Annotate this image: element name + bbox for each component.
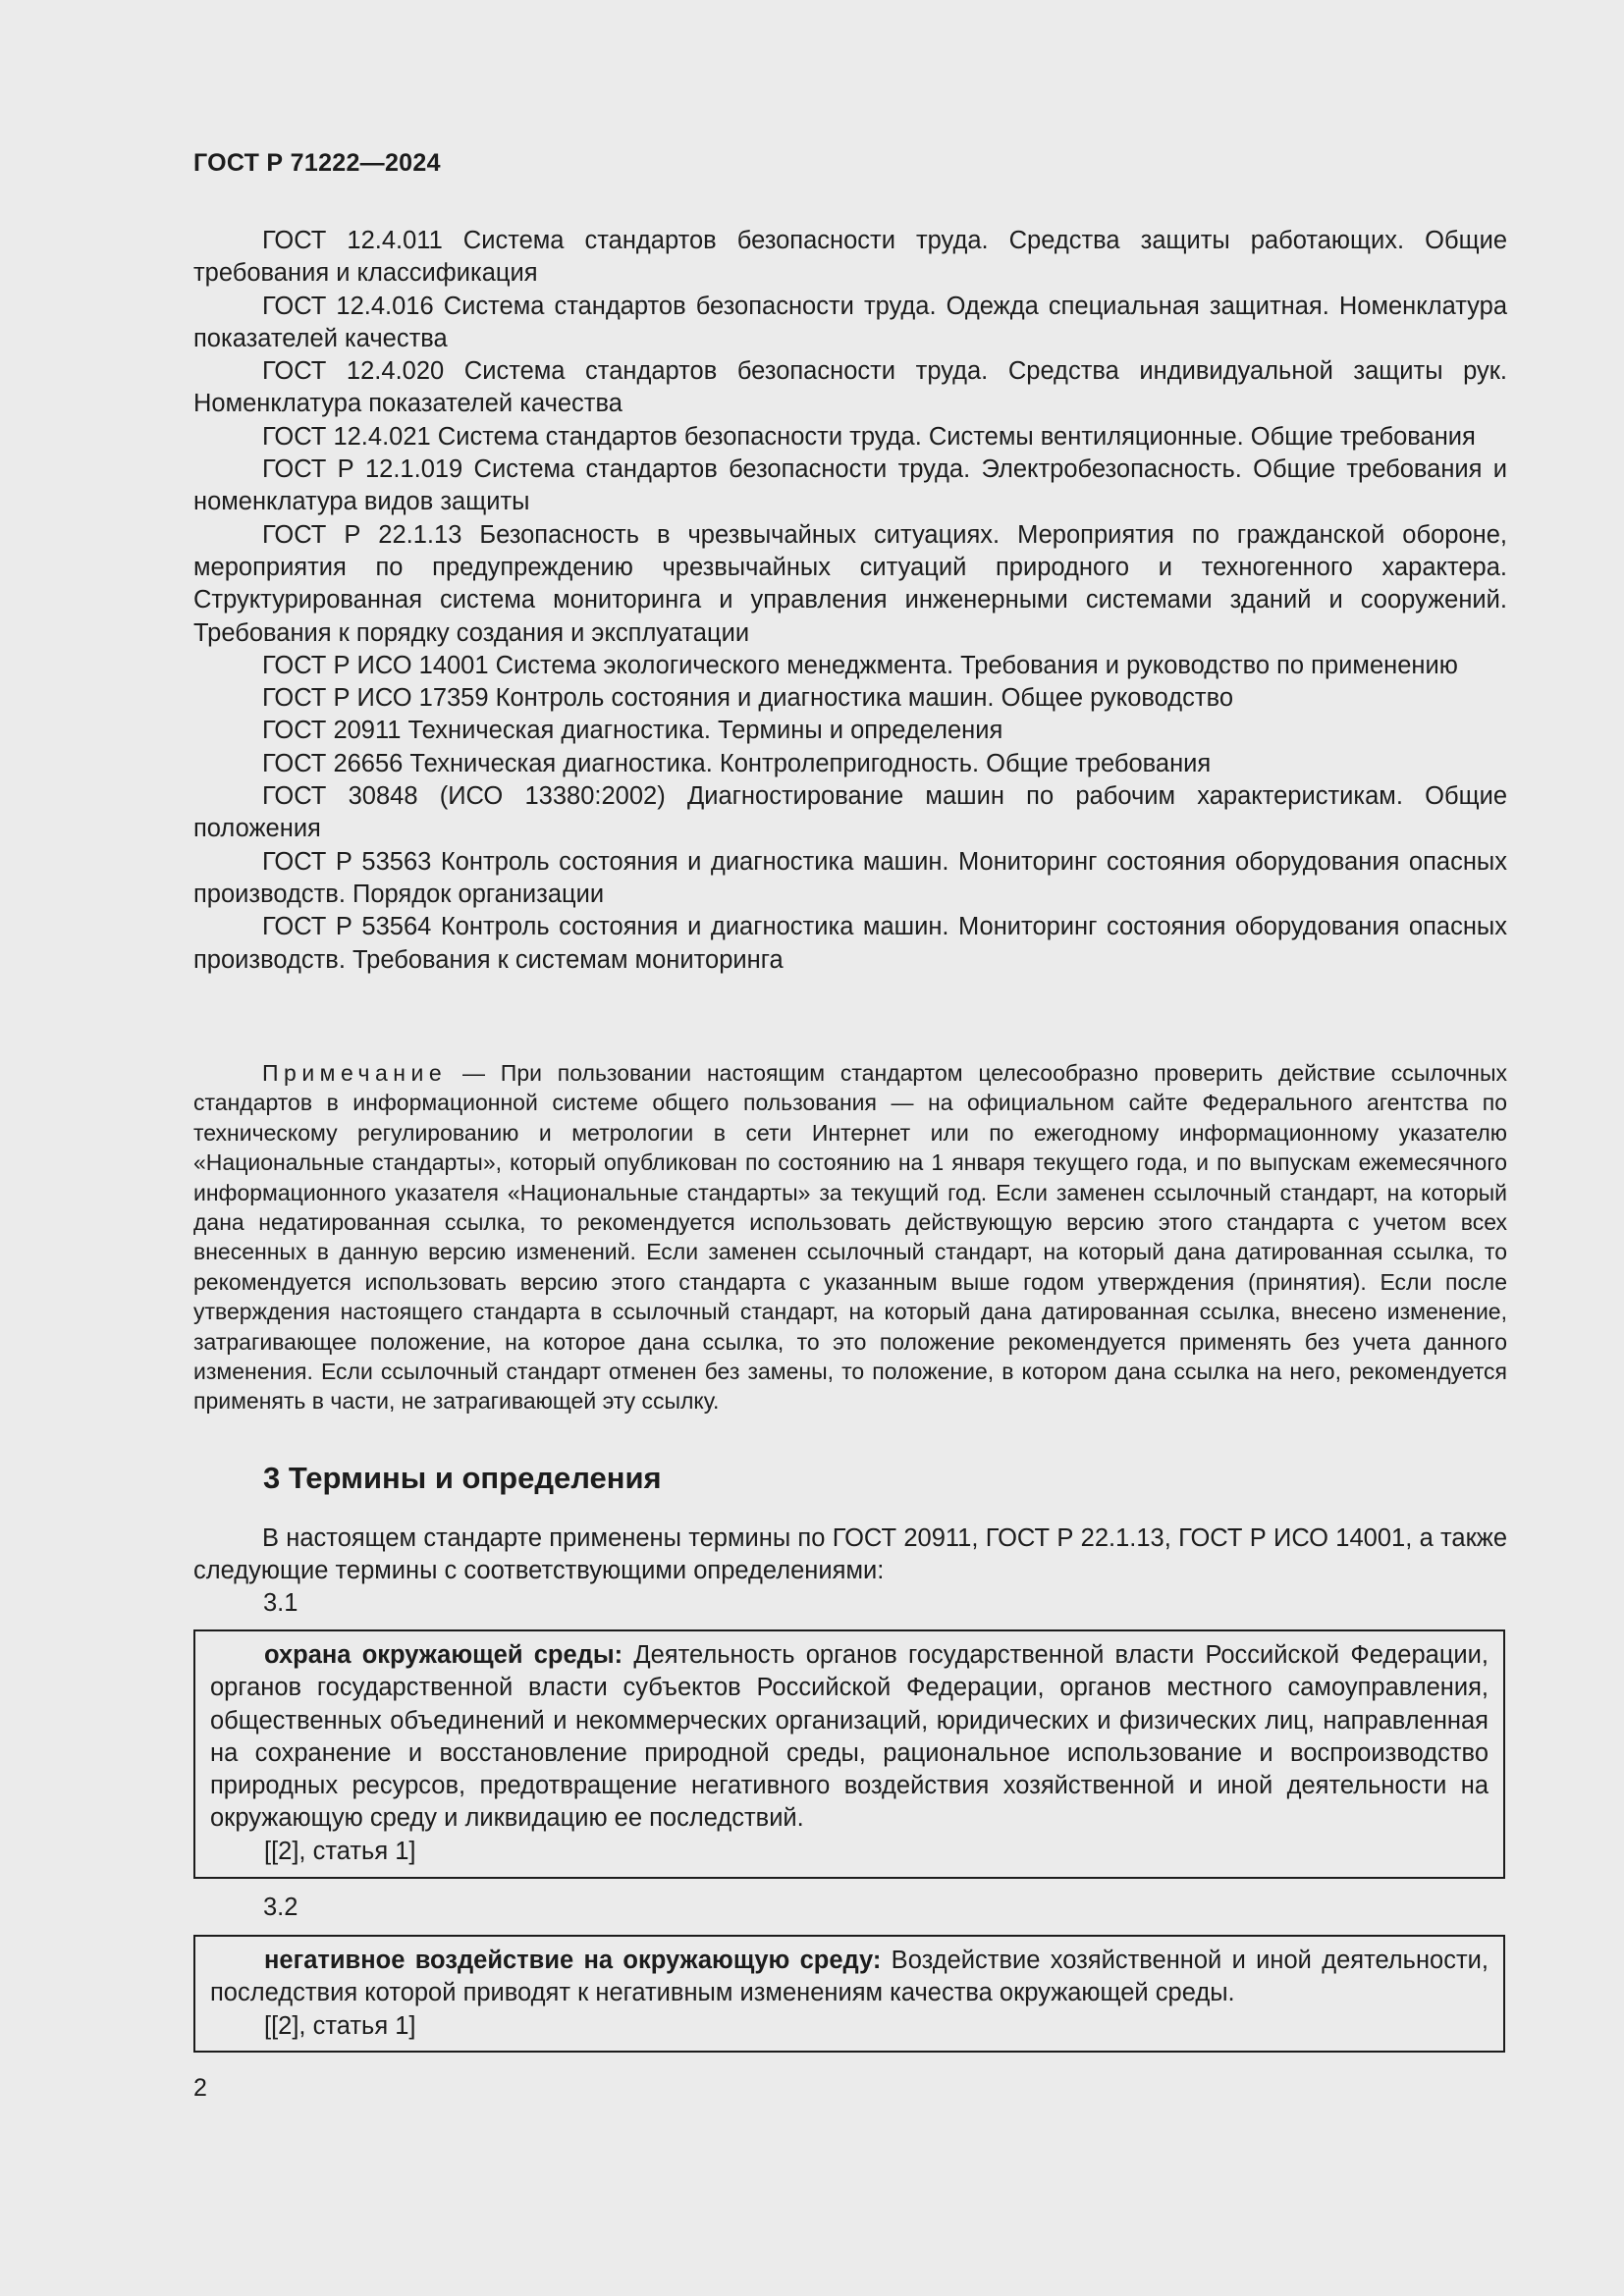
term-definition-box	[193, 1935, 1505, 2053]
section-heading: 3 Термины и определения	[263, 1461, 662, 1495]
page-number: 2	[193, 2074, 207, 2102]
term-definition	[210, 1945, 1489, 2010]
reference-item: ГОСТ Р ИСО 14001 Система экологического менеджмента. Требования и руководство по применению	[262, 651, 1458, 679]
reference-item: ГОСТ Р 53564 Контроль состояния и диагностика машин. Мониторинг состояния оборудования опасных производств. Требования к системам мониторинга	[193, 913, 1507, 974]
term-name: охрана окружающей среды:	[264, 1641, 623, 1669]
term-definition-text: Деятельность органов государственной власти Российской Федерации, органов государственной власти субъектов Российской Федерации, органов местного самоуправления, общественных объединений и некоммерческих организаций, юридических и физических лиц, направленная на сохранение и восстановление природной среды, рациональное использование и воспроизводство природных ресурсов, предотвращение негативного воздействия хозяйственной и иной деятельности на окружающую среду и ликвидацию ее последствий.	[210, 1641, 1489, 1833]
reference-item: ГОСТ 12.4.016 Система стандартов безопасности труда. Одежда специальная защитная. Номенклатура показателей качества	[193, 292, 1507, 352]
reference-item: ГОСТ Р 53563 Контроль состояния и диагностика машин. Мониторинг состояния оборудования опасных производств. Порядок организации	[193, 847, 1507, 908]
term-definition	[210, 1639, 1489, 1836]
reference-item: ГОСТ 12.4.020 Система стандартов безопасности труда. Средства индивидуальной защиты рук. Номенклатура показателей качества	[193, 357, 1507, 418]
reference-item: ГОСТ 26656 Техническая диагностика. Контролепригодность. Общие требования	[262, 749, 1212, 777]
term-definition-text: Воздействие хозяйственной и иной деятельности, последствия которой приводят к негативным изменениям качества окружающей среды.	[210, 1947, 1489, 2007]
reference-item: ГОСТ Р 12.1.019 Система стандартов безопасности труда. Электробезопасность. Общие требования и номенклатура видов защиты	[193, 455, 1507, 516]
term-source: [[2], статья 1]	[264, 1837, 416, 1865]
section-intro: В настоящем стандарте применены термины по ГОСТ 20911, ГОСТ Р 22.1.13, ГОСТ Р ИСО 14001, а также следующие термины с соответствующими определениями:	[193, 1524, 1507, 1585]
reference-item: ГОСТ 12.4.011 Система стандартов безопасности труда. Средства защиты работающих. Общие требования и классификация	[193, 227, 1507, 288]
note-label: Примечание	[262, 1060, 448, 1086]
reference-item: ГОСТ 20911 Техническая диагностика. Термины и определения	[262, 717, 1003, 745]
normative-references-list	[193, 225, 1507, 977]
note-text: — При пользовании настоящим стандартом целесообразно проверить действие ссылочных стандартов в информационной системе общего пользования — на официальном сайте Федерального агентства по техническому регулированию и метрологии в сети Интернет или по ежегодному информационному указателю «Национальные стандарты», который опубликован по состоянию на 1 января текущего года, и по выпускам ежемесячного информационного указателя «Национальные стандарты» за текущий год. Если заменен ссылочный стандарт, на который дана недатированная ссылка, то рекомендуется использовать действующую версию этого стандарта с учетом всех внесенных в данную версию изменений. Если заменен ссылочный стандарт, на который дана датированная ссылка, то рекомендуется использовать версию этого стандарта с указанным выше годом утверждения (принятия). Если после утверждения настоящего стандарта в ссылочный стандарт, на который дана датированная ссылка, внесено изменение, затрагивающее положение, на которое дана ссылка, то это положение рекомендуется применять без учета данного изменения. Если ссылочный стандарт отменен без замены, то положение, в котором дана ссылка на него, рекомендуется применять в части, не затрагивающей эту ссылку.	[193, 1060, 1507, 1415]
reference-item: ГОСТ Р 22.1.13 Безопасность в чрезвычайных ситуациях. Мероприятия по гражданской обороне, мероприятия по предупреждению чрезвычайных ситуаций природного и техногенного характера. Структурированная система мониторинга и управления инженерными системами зданий и сооружений. Требования к порядку создания и эксплуатации	[193, 520, 1507, 647]
term-number: 3.2	[263, 1894, 298, 1921]
term-definition-box	[193, 1629, 1505, 1879]
term-name: негативное воздействие на окружающую среду:	[264, 1947, 882, 1974]
term-number: 3.1	[263, 1589, 298, 1617]
note-paragraph	[193, 1058, 1507, 1416]
reference-item: ГОСТ 12.4.021 Система стандартов безопасности труда. Системы вентиляционные. Общие требования	[262, 422, 1476, 451]
reference-item: ГОСТ 30848 (ИСО 13380:2002) Диагностирование машин по рабочим характеристикам. Общие положения	[193, 782, 1507, 843]
reference-item: ГОСТ Р ИСО 17359 Контроль состояния и диагностика машин. Общее руководство	[262, 684, 1234, 713]
document-header: ГОСТ Р 71222—2024	[193, 149, 441, 177]
term-source: [[2], статья 1]	[264, 2011, 416, 2040]
